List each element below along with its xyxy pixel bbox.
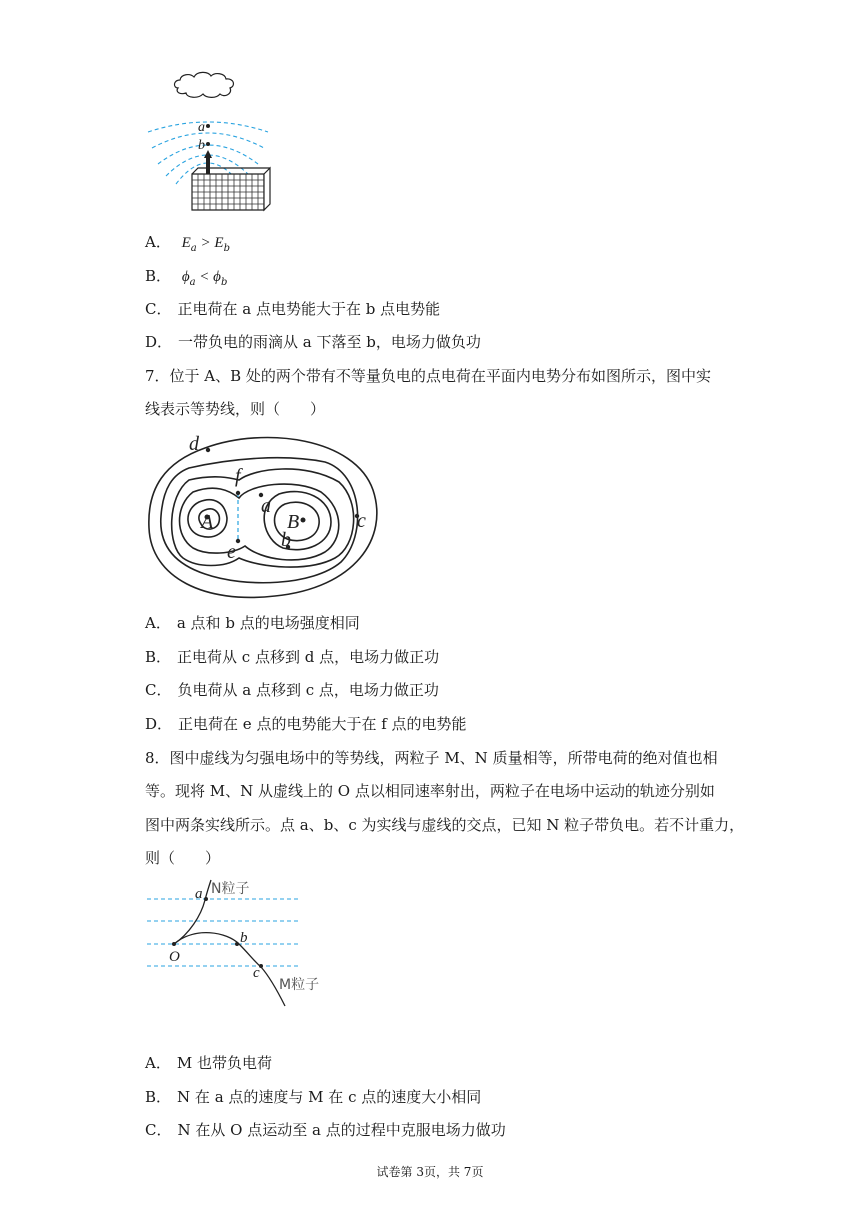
option-text: 负电荷从 a 点移到 c 点，电场力做正功 (177, 681, 439, 699)
q8-stem-line3: 图中两条实线所示。点 a、b、c 为实线与虚线的交点，已知 N 粒子带负电。若不计重力， (145, 816, 745, 834)
option-text: 正电荷在 e 点的电势能大于在 f 点的电势能 (178, 715, 467, 733)
option-letter: B． (145, 267, 172, 285)
symbol-phi: ϕ (181, 269, 190, 285)
q7-option-d (145, 714, 467, 734)
subscript-b: b (223, 243, 230, 254)
point-d (206, 448, 210, 452)
option-text: 一带负电的雨滴从 a 下落至 b，电场力做负功 (178, 333, 481, 351)
option-letter: C． (145, 300, 172, 318)
point-e (236, 539, 240, 543)
symbol-E: E (181, 235, 191, 251)
subscript-a: a (190, 243, 197, 254)
point-O (172, 942, 176, 946)
option-text: 正电荷从 c 点移到 d 点，电场力做正功 (177, 648, 440, 666)
option-letter: A． (145, 614, 171, 632)
label-a: a (261, 495, 271, 517)
label-M-particle: M粒子 (279, 977, 320, 993)
point-b (206, 142, 210, 146)
q8-option-b (145, 1087, 481, 1107)
q7-stem-line2: 线表示等势线，则（ ） (145, 400, 326, 418)
label-f: f (235, 465, 241, 487)
operator: > (196, 235, 215, 251)
label-b: b (240, 930, 248, 946)
subscript-a: a (189, 277, 196, 288)
label-c: c (253, 965, 260, 981)
equipotential-lines (149, 438, 377, 598)
label-c: c (357, 510, 366, 532)
q8-option-c (145, 1120, 506, 1140)
q8-stem-line1: 8．图中虚线为匀强电场中的等势线，两粒子 M、N 质量相等，所带电荷的绝对值也相 (145, 749, 718, 767)
q7-stem-line1: 7．位于 A、B 处的两个带有不等量负电的点电荷在平面内电势分布如图所示，图中实 (145, 367, 711, 385)
option-letter: B． (145, 648, 172, 666)
label-a: a (195, 886, 203, 902)
label-b: b (198, 138, 205, 153)
q6-option-c (145, 299, 440, 319)
label-d: d (189, 433, 199, 455)
subscript-b: b (220, 277, 228, 288)
q7-option-c (145, 680, 439, 700)
label-b: b (281, 529, 291, 551)
symbol-phi2: ϕ (213, 269, 221, 285)
label-N-particle: N粒子 (211, 881, 250, 897)
option-letter: B． (145, 1088, 172, 1106)
label-a: a (198, 120, 205, 135)
q8-figure (145, 876, 335, 1010)
option-letter: D． (145, 333, 173, 351)
building-icon (192, 168, 270, 210)
cloud-icon (174, 72, 233, 97)
q7-option-b (145, 647, 439, 667)
option-text: M 也带负电荷 (176, 1054, 272, 1072)
q6-option-d (145, 332, 481, 352)
q8-stem-line4: 则（ ） (145, 849, 221, 867)
page-footer: 试卷第 3页，共 7页 (376, 1165, 484, 1179)
option-letter: A． (145, 1054, 171, 1072)
option-letter: A． (145, 233, 171, 251)
point-f (236, 491, 240, 495)
label-B: B (287, 511, 300, 533)
q6-option-b (145, 266, 227, 293)
point-b (235, 942, 239, 946)
option-letter: C． (145, 1121, 172, 1139)
symbol-E2: E (214, 235, 224, 251)
option-letter: C． (145, 681, 172, 699)
option-letter: D． (145, 715, 173, 733)
q8-option-a (145, 1053, 272, 1073)
q6-figure (140, 60, 280, 220)
point-a (204, 897, 208, 901)
option-text: a 点和 b 点的电场强度相同 (176, 614, 360, 632)
option-text: N 在 a 点的速度与 M 在 c 点的速度大小相同 (177, 1088, 482, 1106)
q7-figure (145, 428, 390, 604)
point-a (206, 124, 210, 128)
label-O: O (169, 949, 180, 965)
charge-B (301, 518, 306, 523)
q6-option-a (145, 232, 230, 259)
option-text: N 在从 O 点运动至 a 点的过程中克服电场力做功 (177, 1121, 506, 1139)
q8-stem-line2: 等。现将 M、N 从虚线上的 O 点以相同速率射出，两粒子在电场中运动的轨迹分别如 (145, 782, 715, 800)
q7-option-a (145, 613, 360, 633)
option-text: 正电荷在 a 点电势能大于在 b 点电势能 (177, 300, 441, 318)
label-A: A (201, 511, 214, 533)
label-e: e (227, 541, 236, 563)
operator: < (195, 269, 214, 285)
